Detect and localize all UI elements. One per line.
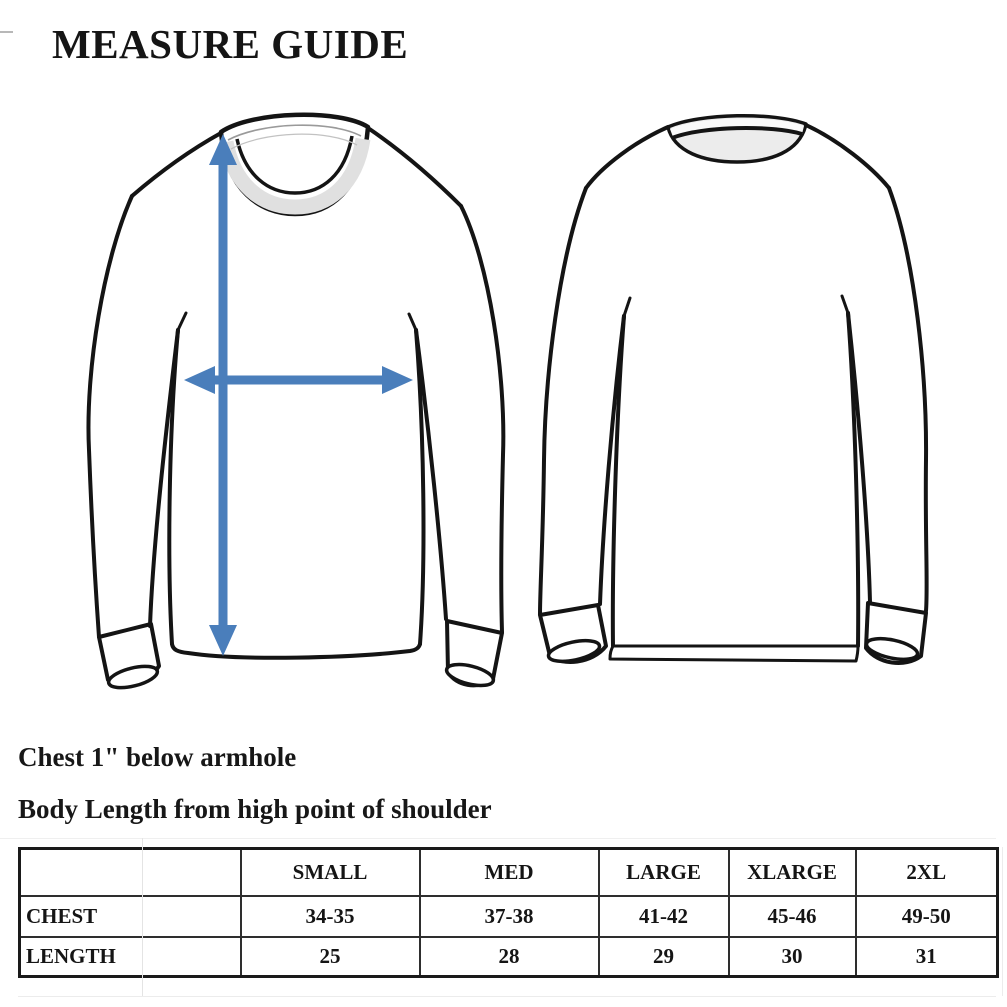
size-table-header-med: MED: [420, 849, 599, 896]
length-xlarge: 30: [729, 937, 856, 977]
length-med: 28: [420, 937, 599, 977]
size-table: [18, 847, 999, 978]
length-2xl: 31: [856, 937, 998, 977]
shirt-back-drawing: [540, 116, 927, 666]
size-table-header-large: LARGE: [599, 849, 729, 896]
table-row-length: [20, 937, 998, 977]
length-large: 29: [599, 937, 729, 977]
size-table-header-2xl: 2XL: [856, 849, 998, 896]
chest-2xl: 49-50: [856, 896, 998, 937]
chest-note: Chest 1" below armhole: [18, 742, 297, 772]
size-table-corner-cell: [20, 849, 241, 896]
chest-small: 34-35: [241, 896, 420, 937]
page-title: MEASURE GUIDE: [52, 21, 409, 67]
shirt-front-drawing: [88, 115, 503, 692]
row-label-length: LENGTH: [20, 937, 241, 977]
body-length-note: Body Length from high point of shoulder: [18, 794, 492, 824]
length-small: 25: [241, 937, 420, 977]
body-length-arrow: [209, 134, 237, 656]
size-table-header-row: [20, 849, 998, 896]
size-table-header-xlarge: XLARGE: [729, 849, 856, 896]
chest-width-arrow: [184, 366, 413, 394]
chest-med: 37-38: [420, 896, 599, 937]
chest-large: 41-42: [599, 896, 729, 937]
chest-xlarge: 45-46: [729, 896, 856, 937]
size-table-header-small: SMALL: [241, 849, 420, 896]
table-row-chest: [20, 896, 998, 937]
row-label-chest: CHEST: [20, 896, 241, 937]
